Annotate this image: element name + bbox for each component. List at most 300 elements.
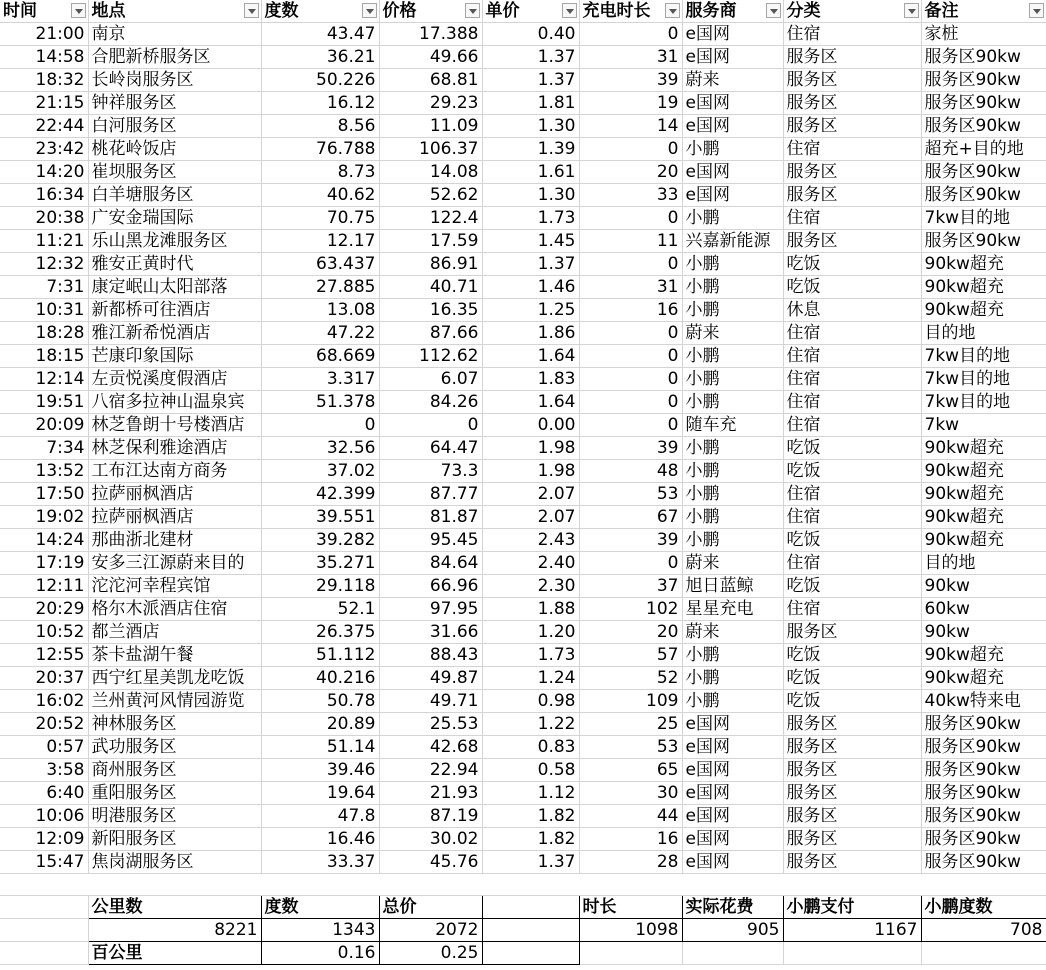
cell-note[interactable]: 90kw超充 xyxy=(921,253,1046,276)
cell-category[interactable]: 吃饭 xyxy=(783,437,921,460)
cell-provider[interactable]: e国网 xyxy=(682,92,783,115)
filter-dropdown-icon[interactable] xyxy=(244,3,259,18)
cell-kwh[interactable]: 51.14 xyxy=(261,736,379,759)
cell-location[interactable]: 都兰酒店 xyxy=(88,621,261,644)
cell-kwh[interactable]: 50.78 xyxy=(261,690,379,713)
cell-time[interactable]: 10:31 xyxy=(0,299,88,322)
cell-note[interactable]: 90kw超充 xyxy=(921,529,1046,552)
cell-category[interactable]: 吃饭 xyxy=(783,460,921,483)
cell-location[interactable]: 重阳服务区 xyxy=(88,782,261,805)
cell-time[interactable]: 18:28 xyxy=(0,322,88,345)
cell-location[interactable]: 那曲浙北建材 xyxy=(88,529,261,552)
cell-provider[interactable]: 兴嘉新能源 xyxy=(682,230,783,253)
cell-duration[interactable]: 0 xyxy=(579,345,682,368)
cell-location[interactable]: 新阳服务区 xyxy=(88,828,261,851)
cell-unit-price[interactable]: 0.98 xyxy=(482,690,579,713)
cell-location[interactable]: 焦岗湖服务区 xyxy=(88,851,261,874)
cell-time[interactable]: 19:51 xyxy=(0,391,88,414)
cell-duration[interactable]: 0 xyxy=(579,391,682,414)
cell-unit-price[interactable]: 1.73 xyxy=(482,644,579,667)
cell-location[interactable]: 白河服务区 xyxy=(88,115,261,138)
cell-category[interactable]: 吃饭 xyxy=(783,529,921,552)
cell-kwh[interactable]: 35.271 xyxy=(261,552,379,575)
cell-duration[interactable]: 28 xyxy=(579,851,682,874)
cell-price[interactable]: 49.71 xyxy=(379,690,482,713)
cell-provider[interactable]: e国网 xyxy=(682,851,783,874)
filter-dropdown-icon[interactable] xyxy=(465,3,480,18)
cell-unit-price[interactable]: 1.22 xyxy=(482,713,579,736)
cell-time[interactable]: 12:09 xyxy=(0,828,88,851)
cell-kwh[interactable]: 16.12 xyxy=(261,92,379,115)
cell-duration[interactable]: 48 xyxy=(579,460,682,483)
table-cell[interactable] xyxy=(579,942,682,965)
table-cell[interactable] xyxy=(482,942,579,965)
cell-provider[interactable]: 星星充电 xyxy=(682,598,783,621)
cell-duration[interactable]: 20 xyxy=(579,161,682,184)
cell-note[interactable]: 90kw xyxy=(921,621,1046,644)
cell-time[interactable]: 6:40 xyxy=(0,782,88,805)
cell-time[interactable]: 19:02 xyxy=(0,506,88,529)
cell-provider[interactable]: 蔚来 xyxy=(682,552,783,575)
col-header-note[interactable] xyxy=(921,0,1046,23)
cell-location[interactable]: 合肥新桥服务区 xyxy=(88,46,261,69)
cell-unit-price[interactable]: 1.81 xyxy=(482,92,579,115)
cell-price[interactable]: 42.68 xyxy=(379,736,482,759)
cell-location[interactable]: 安多三江源蔚来目的 xyxy=(88,552,261,575)
cell-unit-price[interactable]: 1.37 xyxy=(482,253,579,276)
cell-unit-price[interactable]: 0.00 xyxy=(482,414,579,437)
cell-provider[interactable]: 小鹏 xyxy=(682,207,783,230)
cell-category[interactable]: 服务区 xyxy=(783,736,921,759)
table-cell[interactable] xyxy=(682,942,783,965)
cell-note[interactable]: 服务区90kw xyxy=(921,230,1046,253)
cell-unit-price[interactable]: 2.07 xyxy=(482,483,579,506)
cell-provider[interactable]: 小鹏 xyxy=(682,483,783,506)
summary-value-total[interactable]: 2072 xyxy=(379,919,482,942)
cell-kwh[interactable]: 32.56 xyxy=(261,437,379,460)
cell-category[interactable]: 吃饭 xyxy=(783,690,921,713)
col-header-time[interactable] xyxy=(0,0,88,23)
cell-location[interactable]: 拉萨丽枫酒店 xyxy=(88,483,261,506)
summary-label-km[interactable]: 公里数 xyxy=(88,896,261,919)
cell-location[interactable]: 兰州黄河风情园游览 xyxy=(88,690,261,713)
cell-time[interactable]: 21:00 xyxy=(0,23,88,46)
cell-provider[interactable]: 小鹏 xyxy=(682,345,783,368)
col-header-provider[interactable] xyxy=(682,0,783,23)
cell-provider[interactable]: e国网 xyxy=(682,736,783,759)
cell-kwh[interactable]: 42.399 xyxy=(261,483,379,506)
cell-unit-price[interactable]: 1.73 xyxy=(482,207,579,230)
filter-dropdown-icon[interactable] xyxy=(562,3,577,18)
cell-time[interactable]: 7:34 xyxy=(0,437,88,460)
cell-unit-price[interactable]: 1.86 xyxy=(482,322,579,345)
cell-duration[interactable]: 109 xyxy=(579,690,682,713)
cell-time[interactable]: 14:20 xyxy=(0,161,88,184)
cell-duration[interactable]: 0 xyxy=(579,207,682,230)
cell-note[interactable]: 90kw超充 xyxy=(921,644,1046,667)
cell-duration[interactable]: 0 xyxy=(579,23,682,46)
cell-price[interactable]: 88.43 xyxy=(379,644,482,667)
cell-category[interactable]: 服务区 xyxy=(783,230,921,253)
per100-total[interactable]: 0.25 xyxy=(379,942,482,965)
cell-kwh[interactable]: 47.22 xyxy=(261,322,379,345)
table-cell[interactable] xyxy=(921,942,1046,965)
cell-location[interactable]: 西宁红星美凯龙吃饭 xyxy=(88,667,261,690)
cell-provider[interactable]: e国网 xyxy=(682,713,783,736)
cell-kwh[interactable]: 3.317 xyxy=(261,368,379,391)
cell-duration[interactable]: 0 xyxy=(579,253,682,276)
cell-duration[interactable]: 16 xyxy=(579,299,682,322)
cell-location[interactable]: 南京 xyxy=(88,23,261,46)
cell-unit-price[interactable]: 1.61 xyxy=(482,161,579,184)
cell-duration[interactable]: 37 xyxy=(579,575,682,598)
cell-unit-price[interactable]: 1.98 xyxy=(482,437,579,460)
cell-price[interactable]: 87.19 xyxy=(379,805,482,828)
cell-price[interactable]: 14.08 xyxy=(379,161,482,184)
cell-category[interactable]: 住宿 xyxy=(783,414,921,437)
cell-time[interactable]: 12:55 xyxy=(0,644,88,667)
cell-duration[interactable]: 53 xyxy=(579,736,682,759)
cell-kwh[interactable]: 16.46 xyxy=(261,828,379,851)
summary-label-per100[interactable]: 百公里 xyxy=(88,942,261,965)
cell-provider[interactable]: 小鹏 xyxy=(682,437,783,460)
table-cell[interactable] xyxy=(482,919,579,942)
cell-location[interactable]: 明港服务区 xyxy=(88,805,261,828)
cell-category[interactable]: 服务区 xyxy=(783,851,921,874)
cell-kwh[interactable]: 37.02 xyxy=(261,460,379,483)
cell-price[interactable]: 81.87 xyxy=(379,506,482,529)
cell-unit-price[interactable]: 1.82 xyxy=(482,828,579,851)
cell-category[interactable]: 吃饭 xyxy=(783,276,921,299)
cell-price[interactable]: 87.77 xyxy=(379,483,482,506)
cell-price[interactable]: 66.96 xyxy=(379,575,482,598)
filter-dropdown-icon[interactable] xyxy=(766,3,781,18)
cell-duration[interactable]: 39 xyxy=(579,529,682,552)
cell-duration[interactable]: 0 xyxy=(579,552,682,575)
cell-location[interactable]: 商州服务区 xyxy=(88,759,261,782)
cell-price[interactable]: 84.26 xyxy=(379,391,482,414)
cell-location[interactable]: 左贡悦溪度假酒店 xyxy=(88,368,261,391)
summary-value-km[interactable]: 8221 xyxy=(88,919,261,942)
cell-location[interactable]: 拉萨丽枫酒店 xyxy=(88,506,261,529)
cell-price[interactable]: 87.66 xyxy=(379,322,482,345)
cell-category[interactable]: 吃饭 xyxy=(783,253,921,276)
cell-kwh[interactable]: 51.112 xyxy=(261,644,379,667)
cell-location[interactable]: 雅安正黄时代 xyxy=(88,253,261,276)
cell-unit-price[interactable]: 0.58 xyxy=(482,759,579,782)
cell-category[interactable]: 服务区 xyxy=(783,713,921,736)
cell-price[interactable]: 0 xyxy=(379,414,482,437)
cell-price[interactable]: 25.53 xyxy=(379,713,482,736)
cell-note[interactable]: 服务区90kw xyxy=(921,782,1046,805)
cell-location[interactable]: 神林服务区 xyxy=(88,713,261,736)
cell-note[interactable]: 家桩 xyxy=(921,23,1046,46)
col-header-kwh[interactable] xyxy=(261,0,379,23)
cell-note[interactable]: 60kw xyxy=(921,598,1046,621)
cell-note[interactable]: 服务区90kw xyxy=(921,46,1046,69)
cell-kwh[interactable]: 36.21 xyxy=(261,46,379,69)
cell-kwh[interactable]: 63.437 xyxy=(261,253,379,276)
summary-label-xp-pay[interactable]: 小鹏支付 xyxy=(783,896,921,919)
cell-kwh[interactable]: 20.89 xyxy=(261,713,379,736)
cell-unit-price[interactable]: 1.12 xyxy=(482,782,579,805)
cell-note[interactable]: 90kw超充 xyxy=(921,276,1046,299)
cell-price[interactable]: 52.62 xyxy=(379,184,482,207)
cell-note[interactable]: 90kw超充 xyxy=(921,460,1046,483)
cell-duration[interactable]: 16 xyxy=(579,828,682,851)
cell-note[interactable]: 7kw目的地 xyxy=(921,207,1046,230)
cell-category[interactable]: 住宿 xyxy=(783,23,921,46)
cell-provider[interactable]: 小鹏 xyxy=(682,460,783,483)
cell-category[interactable]: 吃饭 xyxy=(783,644,921,667)
cell-category[interactable]: 住宿 xyxy=(783,391,921,414)
cell-category[interactable]: 住宿 xyxy=(783,207,921,230)
cell-note[interactable]: 90kw超充 xyxy=(921,483,1046,506)
cell-location[interactable]: 新都桥可往酒店 xyxy=(88,299,261,322)
cell-note[interactable]: 90kw超充 xyxy=(921,437,1046,460)
cell-provider[interactable]: 小鹏 xyxy=(682,299,783,322)
cell-note[interactable]: 7kw目的地 xyxy=(921,345,1046,368)
cell-duration[interactable]: 39 xyxy=(579,69,682,92)
cell-duration[interactable]: 31 xyxy=(579,46,682,69)
cell-kwh[interactable]: 43.47 xyxy=(261,23,379,46)
cell-duration[interactable]: 14 xyxy=(579,115,682,138)
cell-duration[interactable]: 19 xyxy=(579,92,682,115)
cell-provider[interactable]: 小鹏 xyxy=(682,138,783,161)
cell-time[interactable]: 10:52 xyxy=(0,621,88,644)
cell-price[interactable]: 64.47 xyxy=(379,437,482,460)
cell-location[interactable]: 格尔木派酒店住宿 xyxy=(88,598,261,621)
cell-unit-price[interactable]: 1.82 xyxy=(482,805,579,828)
cell-location[interactable]: 钟祥服务区 xyxy=(88,92,261,115)
cell-kwh[interactable]: 13.08 xyxy=(261,299,379,322)
col-header-price[interactable] xyxy=(379,0,482,23)
cell-unit-price[interactable]: 2.40 xyxy=(482,552,579,575)
cell-kwh[interactable]: 39.282 xyxy=(261,529,379,552)
cell-category[interactable]: 服务区 xyxy=(783,46,921,69)
cell-price[interactable]: 45.76 xyxy=(379,851,482,874)
filter-dropdown-icon[interactable] xyxy=(665,3,680,18)
cell-unit-price[interactable]: 1.64 xyxy=(482,391,579,414)
cell-kwh[interactable]: 8.56 xyxy=(261,115,379,138)
cell-category[interactable]: 住宿 xyxy=(783,552,921,575)
cell-category[interactable]: 住宿 xyxy=(783,138,921,161)
cell-note[interactable]: 服务区90kw xyxy=(921,805,1046,828)
cell-provider[interactable]: 小鹏 xyxy=(682,644,783,667)
cell-kwh[interactable]: 68.669 xyxy=(261,345,379,368)
col-header-category[interactable] xyxy=(783,0,921,23)
cell-category[interactable]: 服务区 xyxy=(783,805,921,828)
cell-time[interactable]: 3:58 xyxy=(0,759,88,782)
cell-unit-price[interactable]: 1.88 xyxy=(482,598,579,621)
summary-label-duration[interactable]: 时长 xyxy=(579,896,682,919)
summary-label-xp-kwh[interactable]: 小鹏度数 xyxy=(921,896,1046,919)
summary-value-xp-kwh[interactable]: 708 xyxy=(921,919,1046,942)
cell-time[interactable]: 16:34 xyxy=(0,184,88,207)
table-cell[interactable] xyxy=(88,874,261,896)
cell-category[interactable]: 服务区 xyxy=(783,621,921,644)
table-cell[interactable] xyxy=(0,942,88,965)
cell-duration[interactable]: 65 xyxy=(579,759,682,782)
cell-price[interactable]: 6.07 xyxy=(379,368,482,391)
cell-category[interactable]: 服务区 xyxy=(783,759,921,782)
cell-price[interactable]: 30.02 xyxy=(379,828,482,851)
per100-kwh[interactable]: 0.16 xyxy=(261,942,379,965)
cell-time[interactable]: 23:42 xyxy=(0,138,88,161)
cell-unit-price[interactable]: 1.46 xyxy=(482,276,579,299)
cell-kwh[interactable]: 40.216 xyxy=(261,667,379,690)
cell-time[interactable]: 20:37 xyxy=(0,667,88,690)
cell-unit-price[interactable]: 1.25 xyxy=(482,299,579,322)
cell-provider[interactable]: 小鹏 xyxy=(682,667,783,690)
cell-location[interactable]: 白羊塘服务区 xyxy=(88,184,261,207)
cell-price[interactable]: 106.37 xyxy=(379,138,482,161)
summary-value-kwh[interactable]: 1343 xyxy=(261,919,379,942)
cell-time[interactable]: 12:14 xyxy=(0,368,88,391)
cell-unit-price[interactable]: 1.37 xyxy=(482,46,579,69)
cell-location[interactable]: 长岭岗服务区 xyxy=(88,69,261,92)
table-cell[interactable] xyxy=(261,874,379,896)
cell-time[interactable]: 18:32 xyxy=(0,69,88,92)
cell-note[interactable]: 服务区90kw xyxy=(921,713,1046,736)
cell-category[interactable]: 住宿 xyxy=(783,345,921,368)
cell-price[interactable]: 31.66 xyxy=(379,621,482,644)
cell-location[interactable]: 桃花岭饭店 xyxy=(88,138,261,161)
cell-kwh[interactable]: 52.1 xyxy=(261,598,379,621)
table-cell[interactable] xyxy=(682,874,783,896)
cell-unit-price[interactable]: 1.83 xyxy=(482,368,579,391)
cell-time[interactable]: 20:38 xyxy=(0,207,88,230)
cell-provider[interactable]: 蔚来 xyxy=(682,322,783,345)
table-cell[interactable] xyxy=(379,874,482,896)
cell-provider[interactable]: 小鹏 xyxy=(682,506,783,529)
summary-label-actual[interactable]: 实际花费 xyxy=(682,896,783,919)
cell-location[interactable]: 芒康印象国际 xyxy=(88,345,261,368)
cell-provider[interactable]: 蔚来 xyxy=(682,69,783,92)
cell-provider[interactable]: 旭日蓝鲸 xyxy=(682,575,783,598)
cell-unit-price[interactable]: 1.45 xyxy=(482,230,579,253)
cell-unit-price[interactable]: 1.37 xyxy=(482,69,579,92)
cell-provider[interactable]: e国网 xyxy=(682,23,783,46)
cell-provider[interactable]: e国网 xyxy=(682,805,783,828)
table-cell[interactable] xyxy=(0,896,88,919)
cell-duration[interactable]: 0 xyxy=(579,368,682,391)
cell-unit-price[interactable]: 2.07 xyxy=(482,506,579,529)
summary-label-total[interactable]: 总价 xyxy=(379,896,482,919)
cell-note[interactable]: 服务区90kw xyxy=(921,161,1046,184)
cell-category[interactable]: 住宿 xyxy=(783,598,921,621)
cell-provider[interactable]: 随车充 xyxy=(682,414,783,437)
cell-time[interactable]: 17:19 xyxy=(0,552,88,575)
cell-duration[interactable]: 39 xyxy=(579,437,682,460)
cell-unit-price[interactable]: 1.20 xyxy=(482,621,579,644)
cell-category[interactable]: 服务区 xyxy=(783,115,921,138)
cell-unit-price[interactable]: 1.24 xyxy=(482,667,579,690)
cell-category[interactable]: 服务区 xyxy=(783,161,921,184)
cell-location[interactable]: 工布江达南方商务 xyxy=(88,460,261,483)
cell-provider[interactable]: 小鹏 xyxy=(682,391,783,414)
cell-category[interactable]: 吃饭 xyxy=(783,667,921,690)
cell-duration[interactable]: 0 xyxy=(579,138,682,161)
cell-unit-price[interactable]: 2.30 xyxy=(482,575,579,598)
cell-note[interactable]: 7kw xyxy=(921,414,1046,437)
cell-duration[interactable]: 31 xyxy=(579,276,682,299)
cell-duration[interactable]: 52 xyxy=(579,667,682,690)
cell-note[interactable]: 服务区90kw xyxy=(921,828,1046,851)
cell-note[interactable]: 90kw超充 xyxy=(921,299,1046,322)
cell-price[interactable]: 49.87 xyxy=(379,667,482,690)
cell-provider[interactable]: 小鹏 xyxy=(682,276,783,299)
cell-price[interactable]: 17.388 xyxy=(379,23,482,46)
col-header-unit-price[interactable] xyxy=(482,0,579,23)
cell-price[interactable]: 11.09 xyxy=(379,115,482,138)
cell-provider[interactable]: 蔚来 xyxy=(682,621,783,644)
cell-kwh[interactable]: 33.37 xyxy=(261,851,379,874)
filter-dropdown-icon[interactable] xyxy=(71,3,86,18)
cell-location[interactable]: 乐山黑龙滩服务区 xyxy=(88,230,261,253)
cell-note[interactable]: 服务区90kw xyxy=(921,184,1046,207)
cell-provider[interactable]: 小鹏 xyxy=(682,529,783,552)
table-cell[interactable] xyxy=(0,874,88,896)
cell-duration[interactable]: 25 xyxy=(579,713,682,736)
cell-category[interactable]: 服务区 xyxy=(783,828,921,851)
cell-unit-price[interactable]: 1.64 xyxy=(482,345,579,368)
table-cell[interactable] xyxy=(579,874,682,896)
cell-category[interactable]: 吃饭 xyxy=(783,575,921,598)
cell-kwh[interactable]: 29.118 xyxy=(261,575,379,598)
cell-provider[interactable]: 小鹏 xyxy=(682,368,783,391)
table-cell[interactable] xyxy=(783,874,921,896)
cell-provider[interactable]: e国网 xyxy=(682,115,783,138)
cell-note[interactable]: 服务区90kw xyxy=(921,92,1046,115)
cell-time[interactable]: 18:15 xyxy=(0,345,88,368)
cell-location[interactable]: 林芝保利雅途酒店 xyxy=(88,437,261,460)
cell-price[interactable]: 49.66 xyxy=(379,46,482,69)
cell-price[interactable]: 95.45 xyxy=(379,529,482,552)
table-cell[interactable] xyxy=(0,919,88,942)
cell-provider[interactable]: e国网 xyxy=(682,782,783,805)
cell-unit-price[interactable]: 0.40 xyxy=(482,23,579,46)
cell-kwh[interactable]: 0 xyxy=(261,414,379,437)
cell-duration[interactable]: 57 xyxy=(579,644,682,667)
cell-kwh[interactable]: 70.75 xyxy=(261,207,379,230)
table-cell[interactable] xyxy=(921,874,1046,896)
cell-duration[interactable]: 0 xyxy=(579,414,682,437)
cell-price[interactable]: 21.93 xyxy=(379,782,482,805)
cell-note[interactable]: 服务区90kw xyxy=(921,851,1046,874)
cell-kwh[interactable]: 47.8 xyxy=(261,805,379,828)
cell-unit-price[interactable]: 2.43 xyxy=(482,529,579,552)
cell-kwh[interactable]: 50.226 xyxy=(261,69,379,92)
cell-kwh[interactable]: 19.64 xyxy=(261,782,379,805)
cell-note[interactable]: 90kw超充 xyxy=(921,506,1046,529)
cell-location[interactable]: 康定岷山太阳部落 xyxy=(88,276,261,299)
cell-unit-price[interactable]: 1.98 xyxy=(482,460,579,483)
cell-note[interactable]: 7kw目的地 xyxy=(921,391,1046,414)
cell-time[interactable]: 10:06 xyxy=(0,805,88,828)
cell-duration[interactable]: 44 xyxy=(579,805,682,828)
cell-time[interactable]: 12:32 xyxy=(0,253,88,276)
col-header-location[interactable] xyxy=(88,0,261,23)
cell-note[interactable]: 服务区90kw xyxy=(921,759,1046,782)
cell-time[interactable]: 17:50 xyxy=(0,483,88,506)
table-cell[interactable] xyxy=(783,942,921,965)
cell-price[interactable]: 122.4 xyxy=(379,207,482,230)
cell-kwh[interactable]: 27.885 xyxy=(261,276,379,299)
cell-kwh[interactable]: 12.17 xyxy=(261,230,379,253)
filter-dropdown-icon[interactable] xyxy=(904,3,919,18)
summary-value-duration[interactable]: 1098 xyxy=(579,919,682,942)
